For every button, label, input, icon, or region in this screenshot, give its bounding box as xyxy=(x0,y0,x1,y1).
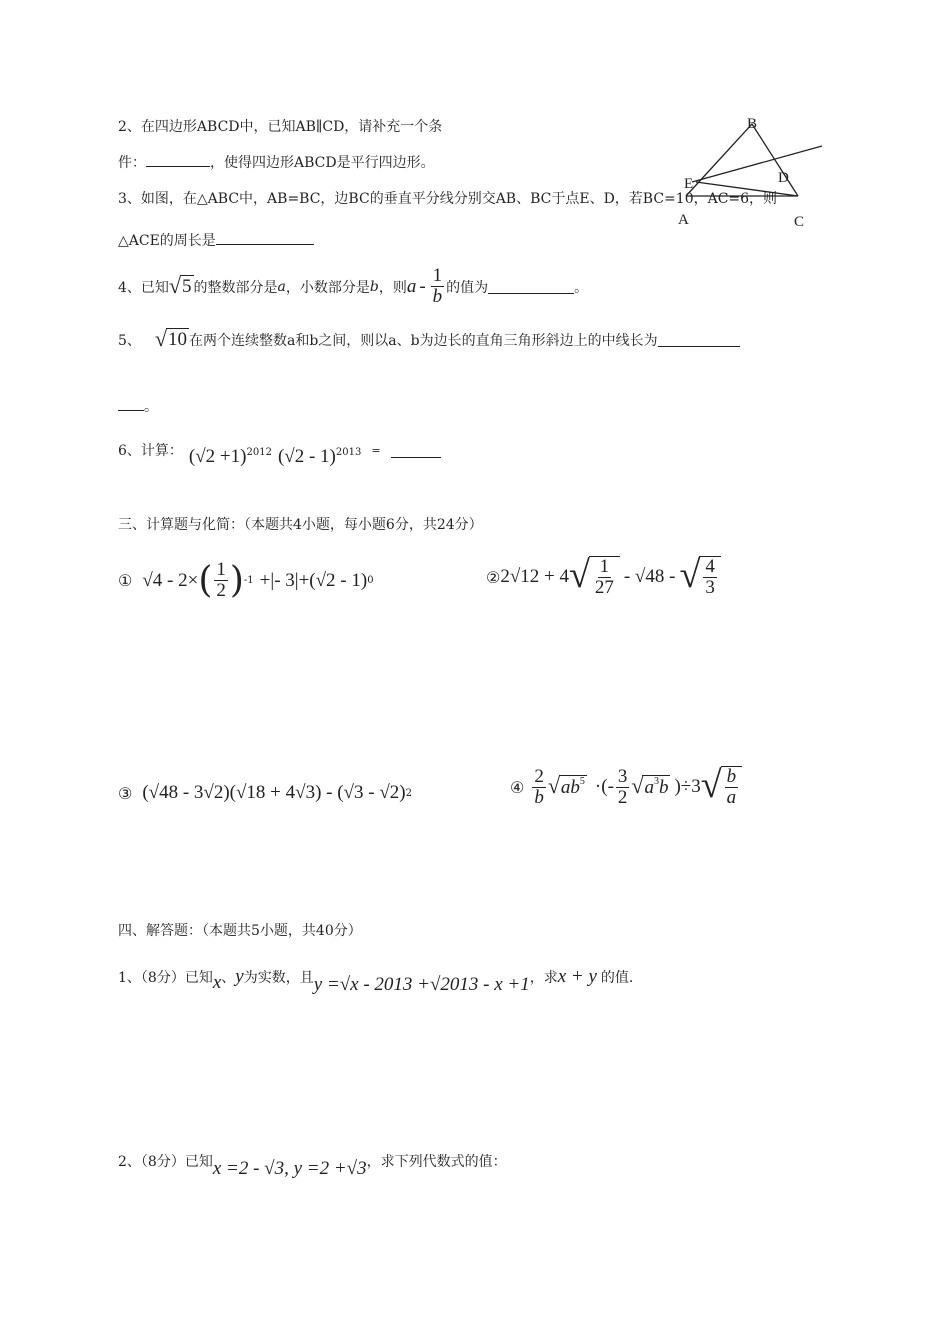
problem-2-den1: 27 xyxy=(594,577,614,598)
q6-expr2: (√2 - 1) xyxy=(277,446,336,467)
problem-4-rad2b: b xyxy=(658,777,669,798)
label-d: D xyxy=(778,170,789,186)
problem-1-fraction xyxy=(214,560,228,601)
problem-2-part1: 2√12 + 4 xyxy=(500,566,569,587)
solve-2-equation: x =2 - √3, y =2 +√3 xyxy=(212,1158,367,1179)
q3-line1: 3、如图，在△ABC中，AB=BC，边BC的垂直平分线分别交AB、BC于点E、D，若BC=10，AC=6，则 xyxy=(118,191,778,207)
problem-1-label: ① xyxy=(118,571,133,590)
q4-minus: - xyxy=(419,275,426,297)
q4-expr-a: a xyxy=(406,275,417,297)
solve-1 xyxy=(118,958,633,996)
problem-1-den: 2 xyxy=(216,580,226,601)
problem-3-label: ③ xyxy=(118,783,133,803)
label-b: B xyxy=(747,116,758,132)
problem-4-exp2: 3 xyxy=(653,776,659,787)
solve-1-x: x xyxy=(212,972,222,993)
q5-text: 在两个连续整数a和b之间，则以a、b为边长的直角三角形斜边上的中线长为 xyxy=(189,332,658,349)
q4-end: 。 xyxy=(574,279,589,296)
problem-4-mid2: )÷3 xyxy=(674,776,701,797)
q6-line xyxy=(118,432,441,468)
problem-4-den1: b xyxy=(534,786,544,808)
problem-4-exp1: 5 xyxy=(579,776,585,787)
solve-1-equation: y =√x - 2013 +√2013 - x +1 xyxy=(313,974,530,995)
problem-4-num1: 2 xyxy=(534,765,544,787)
q3-line2-text: △ACE的周长是 xyxy=(118,233,216,249)
problem-4-sqrt1: √ $ab^5$ xyxy=(547,773,585,798)
solve-1-suffix: 的值. xyxy=(600,970,634,986)
problem-2-sqrt1: √ $\frac{1}{27}$ xyxy=(569,556,620,598)
solve-1-ask: x + y xyxy=(557,966,597,987)
bisector-line xyxy=(692,146,822,182)
q4-answer-blank xyxy=(488,279,574,294)
problem-4-rad2: a xyxy=(644,777,654,798)
q4-num: 1 xyxy=(432,265,443,286)
q6-prefix: 6、计算： xyxy=(118,443,183,459)
problem-4 xyxy=(510,766,742,808)
label-a: A xyxy=(678,212,689,228)
q4-sqrt: √ 5 xyxy=(168,273,192,298)
problem-3 xyxy=(118,782,412,804)
q4-suffix: 的值为 xyxy=(446,279,489,296)
problem-1-expr-a: √4 - 2× xyxy=(142,569,199,591)
problem-3-exp: 2 xyxy=(405,787,412,799)
q5-line2 xyxy=(118,396,158,416)
section4-title: 四、解答题：（本题共5小题，共40分） xyxy=(118,923,362,939)
problem-2-den2: 3 xyxy=(705,577,715,598)
q4-fraction xyxy=(431,266,445,307)
q6-exp2: 2013 xyxy=(335,446,362,458)
q6-eq: = xyxy=(371,443,381,457)
problem-2-num1: 1 xyxy=(599,556,610,577)
problem-1 xyxy=(118,560,374,601)
q2-line2-prefix: 件： xyxy=(118,155,146,171)
q4-mid2: ，小数部分是 xyxy=(285,279,370,296)
solve-1-mid2: ，求 xyxy=(529,970,558,986)
solve-1-mid: 为实数，且 xyxy=(243,970,314,986)
q5-sqrt: √ 10 xyxy=(154,326,187,351)
q5-line xyxy=(118,328,740,351)
q5-answer-blank-2 xyxy=(118,396,144,411)
label-e: E xyxy=(684,176,694,192)
solve-2-prefix: 2、（8分）已知 xyxy=(118,1154,213,1170)
q4-mid3: ，则 xyxy=(378,279,407,296)
problem-4-frac1 xyxy=(532,767,546,808)
problem-4-sqrt2: √ $a^3b$ xyxy=(631,773,669,798)
problem-4-mid: ·(- xyxy=(594,776,614,797)
q2-line1: 2、在四边形ABCD中，已知AB∥CD，请补充一个条 xyxy=(118,119,443,135)
problem-2-label: ② xyxy=(486,567,501,587)
problem-4-den3: a xyxy=(726,787,737,808)
problem-2-num2: 4 xyxy=(705,556,715,577)
q5-radicand: 10 xyxy=(168,329,187,350)
problem-4-den2: 2 xyxy=(617,786,628,808)
solve-1-prefix: 1、（8分）已知 xyxy=(118,970,213,986)
triangle-figure xyxy=(672,110,832,235)
solve-2-suffix: ，求下列代数式的值： xyxy=(366,1154,507,1170)
solve-1-sep: 、 xyxy=(221,970,236,986)
q2-answer-blank xyxy=(146,152,210,167)
q2-line2 xyxy=(118,152,435,172)
problem-1-exp-b: 0 xyxy=(367,575,374,586)
problem-1-num: 1 xyxy=(216,559,226,580)
q5-end: 。 xyxy=(144,399,158,415)
side-bc xyxy=(752,124,798,196)
problem-2 xyxy=(486,556,721,598)
q5-answer-blank-1 xyxy=(658,332,740,347)
q4-mid1: 的整数部分是 xyxy=(193,279,278,296)
problem-4-num3: b xyxy=(726,766,737,787)
problem-1-rparen: ) xyxy=(229,559,244,601)
q3-answer-blank xyxy=(216,230,314,245)
q4-b: b xyxy=(369,278,379,295)
q3-line2 xyxy=(118,230,314,250)
problem-1-lparen: ( xyxy=(198,559,213,601)
problem-2-part2: - √48 - xyxy=(623,566,676,587)
q2-line2-suffix: ，使得四边形ABCD是平行四边形。 xyxy=(210,155,435,171)
q4-radicand: 5 xyxy=(182,276,192,297)
q6-expr1: (√2 +1) xyxy=(188,446,247,467)
problem-1-expr-b: +|- 3|+(√2 - 1) xyxy=(259,569,368,591)
q4-a: a xyxy=(277,278,286,295)
problem-4-sqrt3: √ $\frac{b}{a}$ xyxy=(701,766,742,808)
q5-prefix: 5、 xyxy=(118,332,141,349)
problem-4-frac2 xyxy=(616,767,630,808)
problem-2-sqrt2: √ $\frac{4}{3}$ xyxy=(679,556,720,598)
section3-title: 三、计算题与化简：（本题共4小题，每小题6分，共24分） xyxy=(118,517,483,533)
problem-4-num2: 3 xyxy=(617,765,628,787)
solve-1-y: y xyxy=(235,966,244,987)
solve-2 xyxy=(118,1142,507,1180)
q6-exp1: 2012 xyxy=(246,446,272,458)
problem-4-label: ④ xyxy=(510,777,525,797)
problem-4-rad1: ab xyxy=(560,777,580,798)
problem-3-expr: (√48 - 3√2)(√18 + 4√3) - (√3 - √2) xyxy=(142,782,406,803)
problem-1-exp: -1 xyxy=(243,575,254,586)
q4-den: b xyxy=(432,286,443,307)
label-c: C xyxy=(794,214,805,230)
q4-line xyxy=(118,266,588,307)
q6-answer-blank xyxy=(391,443,441,458)
q4-prefix: 4、已知 xyxy=(118,279,169,296)
